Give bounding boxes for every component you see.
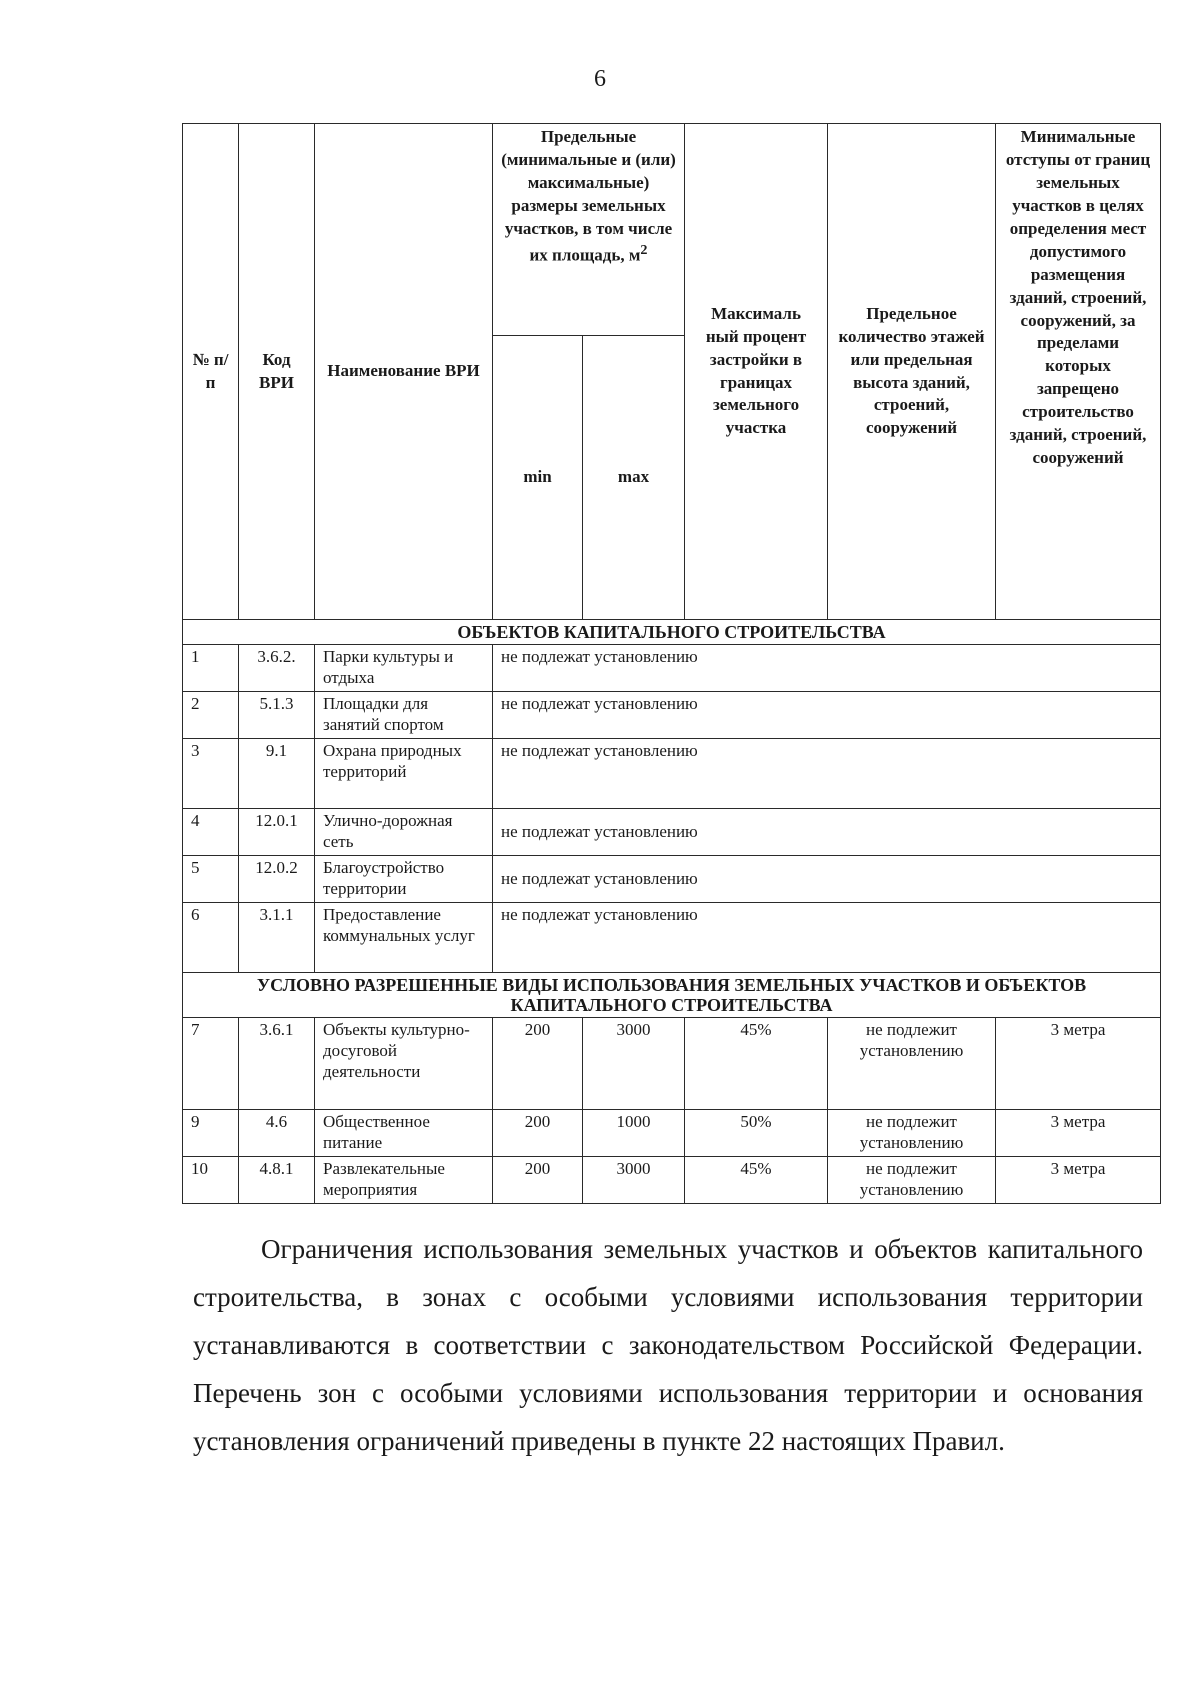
row-percent: 50% [685, 1110, 828, 1157]
row-name: Охрана природных территорий [315, 739, 493, 809]
section-title-1: ОБЪЕКТОВ КАПИТАЛЬНОГО СТРОИТЕЛЬСТВА [183, 620, 1161, 645]
row-note: не подлежат установлению [493, 903, 1161, 973]
restrictions-paragraph [193, 1225, 1143, 1465]
row-name: Площадки для занятий спортом [315, 692, 493, 739]
row-code: 12.0.1 [239, 809, 315, 856]
row-name: Благоустройство территории [315, 856, 493, 903]
row-code: 3.6.2. [239, 645, 315, 692]
row-floors: не подлежит установлению [828, 1157, 996, 1204]
table-row [183, 692, 1161, 739]
row-note: не подлежат установлению [493, 856, 1161, 903]
table-row [183, 903, 1161, 973]
header-setback: Минимальные отступы от границ земельных участков в целях определения мест допустимого размещения зданий, строений, сооружений, за пределами которых запрещено строительство зданий, строений, сооружений [996, 124, 1161, 620]
header-floors: Предельное количество этажей или предельная высота зданий, строений, сооружений [828, 124, 996, 620]
row-name: Развлекательные мероприятия [315, 1157, 493, 1204]
row-note: не подлежат установлению [493, 692, 1161, 739]
header-code: Код ВРИ [239, 124, 315, 620]
row-min: 200 [493, 1157, 583, 1204]
header-size-group-text: Предельные (минимальные и (или) максимальные) размеры земельных участков, в том числе их площадь, м [501, 127, 676, 265]
row-max: 3000 [583, 1018, 685, 1110]
row-max: 1000 [583, 1110, 685, 1157]
row-num: 2 [183, 692, 239, 739]
row-num: 7 [183, 1018, 239, 1110]
header-size-unit-sup: 2 [640, 241, 648, 258]
page-number: 6 [594, 66, 606, 92]
header-max: max [583, 336, 685, 620]
row-code: 5.1.3 [239, 692, 315, 739]
row-num: 1 [183, 645, 239, 692]
row-num: 3 [183, 739, 239, 809]
row-code: 3.1.1 [239, 903, 315, 973]
row-num: 10 [183, 1157, 239, 1204]
row-code: 4.6 [239, 1110, 315, 1157]
row-percent: 45% [685, 1018, 828, 1110]
header-min: min [493, 336, 583, 620]
table-row [183, 856, 1161, 903]
row-name: Предоставление коммунальных услуг [315, 903, 493, 973]
row-name: Общественное питание [315, 1110, 493, 1157]
row-name: Объекты культурно-досуговой деятельности [315, 1018, 493, 1110]
row-min: 200 [493, 1110, 583, 1157]
row-code: 12.0.2 [239, 856, 315, 903]
table-row [183, 1018, 1161, 1110]
row-code: 9.1 [239, 739, 315, 809]
row-setback: 3 метра [996, 1110, 1161, 1157]
row-note: не подлежат установлению [493, 645, 1161, 692]
row-floors: не подлежит установлению [828, 1110, 996, 1157]
row-setback: 3 метра [996, 1157, 1161, 1204]
row-percent: 45% [685, 1157, 828, 1204]
row-name: Улично-дорожная сеть [315, 809, 493, 856]
table-row [183, 809, 1161, 856]
row-min: 200 [493, 1018, 583, 1110]
row-code: 3.6.1 [239, 1018, 315, 1110]
row-floors: не подлежит установлению [828, 1018, 996, 1110]
row-setback: 3 метра [996, 1018, 1161, 1110]
row-name: Парки культуры и отдыха [315, 645, 493, 692]
header-size-group [493, 124, 685, 336]
section-title-2: УСЛОВНО РАЗРЕШЕННЫЕ ВИДЫ ИСПОЛЬЗОВАНИЯ ЗЕМЕЛЬНЫХ УЧАСТКОВ И ОБЪЕКТОВ КАПИТАЛЬНОГО СТРОИТЕЛЬСТВА [183, 973, 1161, 1018]
row-num: 9 [183, 1110, 239, 1157]
table-row [183, 645, 1161, 692]
row-note: не подлежат установлению [493, 809, 1161, 856]
header-name: Наименование ВРИ [315, 124, 493, 620]
row-num: 5 [183, 856, 239, 903]
row-note: не подлежат установлению [493, 739, 1161, 809]
row-max: 3000 [583, 1157, 685, 1204]
row-num: 4 [183, 809, 239, 856]
header-percent: Максималь ный процент застройки в границах земельного участка [685, 124, 828, 620]
table-row [183, 1110, 1161, 1157]
header-num: № п/п [183, 124, 239, 620]
table-row [183, 739, 1161, 809]
table-row [183, 1157, 1161, 1204]
restrictions-text: Ограничения использования земельных участков и объектов капитального строительства, в зонах с особыми условиями использования территории устанавливаются в соответствии с законодательством Российской Федерации. Перечень зон с особыми условиями использования территории и основания установления ограничений приведены в пункте 22 настоящих Правил. [193, 1234, 1143, 1456]
regulations-table [182, 123, 1161, 1204]
row-num: 6 [183, 903, 239, 973]
row-code: 4.8.1 [239, 1157, 315, 1204]
